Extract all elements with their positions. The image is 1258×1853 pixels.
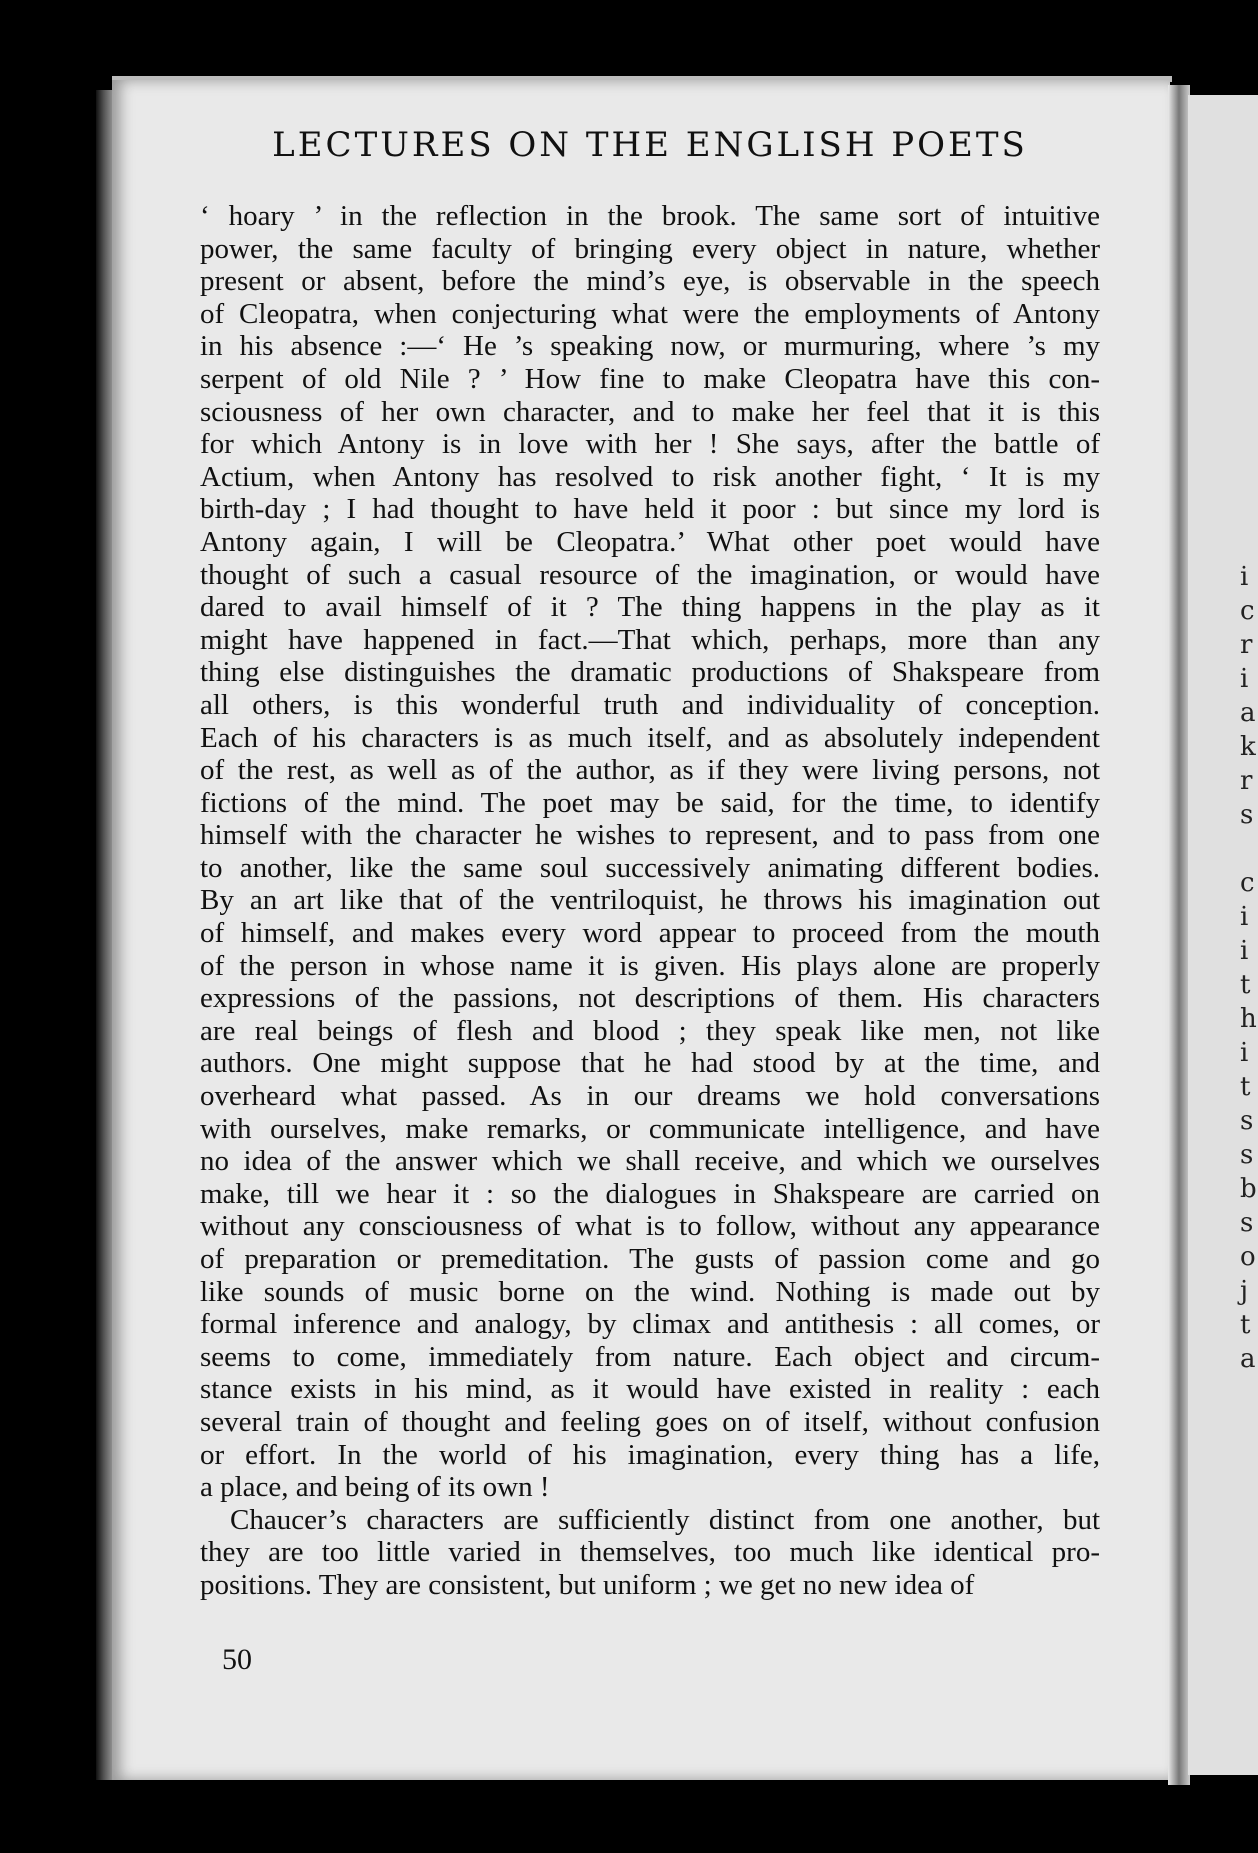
text-line: ‘ hoary ’ in the reflection in the brook. The same sort of intuitive xyxy=(200,200,1100,232)
text-line: Antony again, I will be Cleopatra.’ What other poet would have xyxy=(200,525,1100,558)
text-line: expressions of the passions, not descriptions of them. His characters xyxy=(200,982,1100,1015)
facing-page-letter: r xyxy=(1240,630,1253,660)
facing-page-letter: t xyxy=(1240,1072,1251,1102)
text-line: positions. They are consistent, but uniform ; we get no new idea of xyxy=(200,1568,975,1601)
text-line: or effort. In the world of his imagination, every thing has a life, xyxy=(200,1438,1100,1471)
text-line: authors. One might suppose that he had stood by at the time, and xyxy=(200,1047,1100,1080)
text-line: birth-day ; I had thought to have held it poor : but since my lord is xyxy=(200,493,1100,526)
facing-page-cutoff-text xyxy=(1240,560,1258,1376)
facing-page-letter: c xyxy=(1240,868,1255,898)
text-line: no idea of the answer which we shall receive, and which we ourselves xyxy=(200,1145,1100,1178)
text-line: present or absent, before the mind’s eye, is observable in the speech xyxy=(200,265,1100,298)
facing-page-letter: i xyxy=(1240,1038,1249,1068)
text-line: thought of such a casual resource of the imagination, or would have xyxy=(200,558,1100,591)
text-line: for which Antony is in love with her ! She says, after the battle of xyxy=(200,428,1100,461)
text-line: without any consciousness of what is to follow, without any appearance xyxy=(200,1210,1100,1243)
facing-page-letter: a xyxy=(1240,698,1256,728)
text-line: to another, like the same soul successively animating different bodies. xyxy=(200,851,1100,884)
text-line: are real beings of flesh and blood ; they speak like men, not like xyxy=(200,1014,1100,1047)
text-line: of the rest, as well as of the author, as if they were living persons, not xyxy=(200,754,1100,787)
facing-page-letter: t xyxy=(1240,1310,1251,1340)
text-line: Actium, when Antony has resolved to risk another fight, ‘ It is my xyxy=(200,460,1100,493)
text-line: in his absence :—‘ He ’s speaking now, or murmuring, where ’s my xyxy=(200,330,1100,363)
text-line: seems to come, immediately from nature. Each object and circum- xyxy=(200,1340,1100,1373)
text-line: serpent of old Nile ? ’ How fine to make Cleopatra have this con- xyxy=(200,362,1100,395)
text-line: they are too little varied in themselves, too much like identical pro- xyxy=(200,1536,1100,1569)
text-line: Each of his characters is as much itself, and as absolutely independent xyxy=(200,721,1100,754)
facing-page-letter: i xyxy=(1240,664,1249,694)
text-line: stance exists in his mind, as it would have existed in reality : each xyxy=(200,1373,1100,1406)
facing-page-letter: i xyxy=(1240,562,1249,592)
text-line: himself with the character he wishes to represent, and to pass from one xyxy=(200,819,1100,852)
text-line: By an art like that of the ventriloquist, he throws his imagination out xyxy=(200,884,1100,917)
facing-page-letter: t xyxy=(1240,970,1251,1000)
text-line: thing else distinguishes the dramatic productions of Shakspeare from xyxy=(200,656,1100,689)
text-line: power, the same faculty of bringing every object in nature, whether xyxy=(200,232,1100,265)
body-text xyxy=(200,200,1100,1602)
text-line: dared to avail himself of it ? The thing happens in the play as it xyxy=(200,591,1100,624)
facing-page-letter: i xyxy=(1240,936,1249,966)
text-line: sciousness of her own character, and to make her feel that it is this xyxy=(200,395,1100,428)
text-line: formal inference and analogy, by climax and antithesis : all comes, or xyxy=(200,1308,1100,1341)
facing-page-letter: c xyxy=(1240,596,1255,626)
text-line: all others, is this wonderful truth and individuality of conception. xyxy=(200,688,1100,721)
text-line: fictions of the mind. The poet may be said, for the time, to identify xyxy=(200,786,1100,819)
text-line: several train of thought and feeling goes on of itself, without confusion xyxy=(200,1405,1100,1438)
facing-page-letter: j xyxy=(1240,1276,1249,1306)
facing-page-letter: h xyxy=(1240,1004,1257,1034)
facing-page-letter: b xyxy=(1240,1174,1257,1204)
facing-page-letter: s xyxy=(1240,1140,1254,1170)
facing-page-letter: o xyxy=(1240,1242,1256,1272)
facing-page-letter xyxy=(1240,832,1258,866)
facing-page-letter: r xyxy=(1240,766,1253,796)
text-line: Chaucer’s characters are sufficiently distinct from one another, but xyxy=(230,1503,1100,1536)
text-line: like sounds of music borne on the wind. Nothing is made out by xyxy=(200,1275,1100,1308)
facing-page-letter: k xyxy=(1240,732,1256,762)
page-number: 50 xyxy=(222,1643,252,1676)
text-line: make, till we hear it : so the dialogues in Shakspeare are carried on xyxy=(200,1177,1100,1210)
facing-page-letter: s xyxy=(1240,800,1254,830)
book-gutter xyxy=(1168,85,1190,1785)
facing-page-letter: a xyxy=(1240,1344,1256,1374)
text-line: might have happened in fact.—That which, perhaps, more than any xyxy=(200,623,1100,656)
facing-page-letter: s xyxy=(1240,1106,1254,1136)
facing-page-letter: s xyxy=(1240,1208,1254,1238)
text-line: of the person in whose name it is given. His plays alone are properly xyxy=(200,949,1100,982)
text-line: of himself, and makes every word appear to proceed from the mouth xyxy=(200,917,1100,950)
facing-page-letter: i xyxy=(1240,902,1249,932)
running-head: LECTURES ON THE ENGLISH POETS xyxy=(272,125,1028,165)
text-line: of preparation or premeditation. The gusts of passion come and go xyxy=(200,1243,1100,1275)
text-line: a place, and being of its own ! xyxy=(200,1471,550,1504)
text-line: of Cleopatra, when conjecturing what were the employments of Antony xyxy=(200,297,1100,330)
text-line: with ourselves, make remarks, or communicate intelligence, and have xyxy=(200,1112,1100,1145)
text-line: overheard what passed. As in our dreams we hold conversations xyxy=(200,1080,1100,1113)
